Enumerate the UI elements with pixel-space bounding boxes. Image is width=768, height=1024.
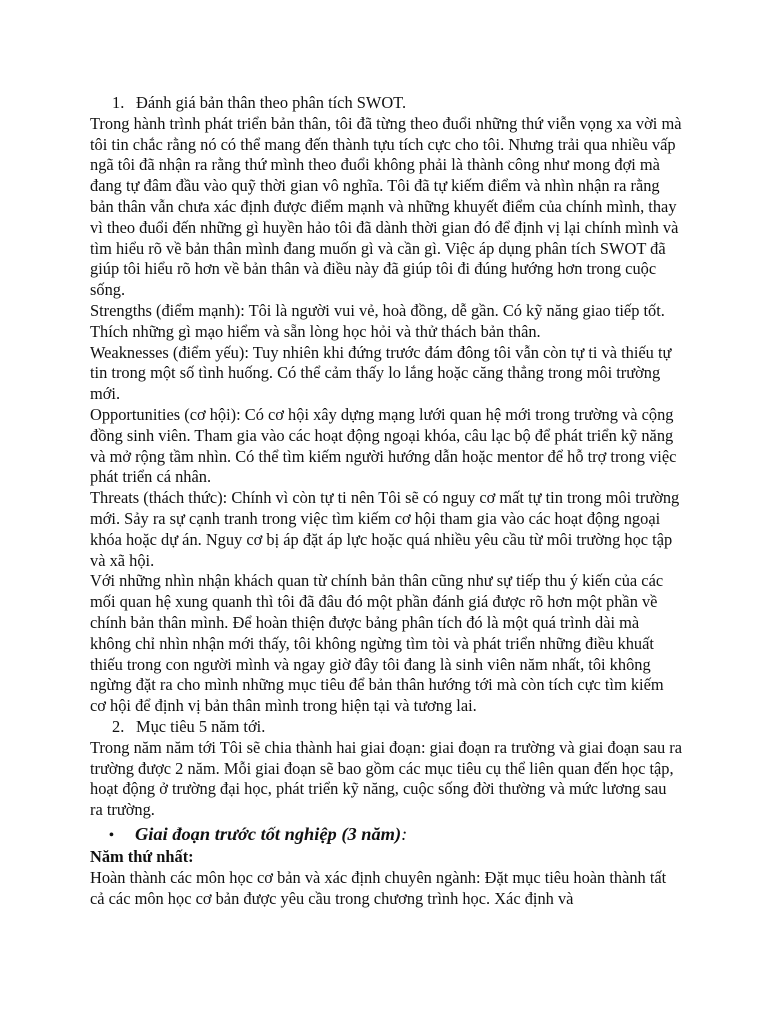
intro-paragraph: Trong hành trình phát triển bản thân, tôi đã từng theo đuổi những thứ viễn vọng xa vời mà tôi tin chắc rằng nó có thể mang đến thành tựu tích cực cho tôi. Nhưng trải qua nhiều vấp ngã tôi đã nhận ra rằng thứ mình theo đuổi không phải là thành công như mong đợi mà đang tự đâm đầu vào quỹ thời gian vô nghĩa. Tôi đã tự kiếm điểm và nhìn nhận ra rằng bản thân vẫn chưa xác định được điểm mạnh và những khuyết điểm của chính mình, thay vì theo đuổi đến những gì huyền hảo tôi đã dành thời gian đó để định vị lại chính mình và tìm hiểu rõ về bản thân mình đang muốn gì và cần gì. Việc áp dụng phân tích SWOT đã giúp tôi hiểu rõ hơn về bản thân và điều này đã giúp tôi đi đúng hướng hơn trong cuộc sống. [90,113,682,300]
list-number: 1. [112,93,125,112]
section-title: Mục tiêu 5 năm tới. [136,716,266,736]
phase-heading [90,823,682,847]
year-heading: Năm thứ nhất: [90,847,194,867]
section-heading-goals [90,717,682,738]
document-page [90,93,682,910]
plan-intro-paragraph: Trong năm năm tới Tôi sẽ chia thành hai giai đoạn: giai đoạn ra trường và giai đoạn sau ra trường được 2 năm. Mỗi giai đoạn sẽ bao gồm các mục tiêu cụ thể liên quan đến học tập, hoạt động ở trường đại học, phát triển kỹ năng, cuộc sống đời thường và mức lương sau ra trường. [90,737,683,820]
phase-colon: : [401,823,408,844]
phase-title: Giai đoạn trước tốt nghiệp (3 năm) [135,823,402,844]
conclusion-paragraph: Với những nhìn nhận khách quan từ chính bản thân cũng như sự tiếp thu ý kiến của các mối quan hệ xung quanh thì tôi đã đâu đó một phần đánh giá được rõ hơn một phần về chính bản thân mình. Để hoàn thiện được bảng phân tích đó là một quá trình dài mà không chỉ nhìn nhận mới thấy, tôi không ngừng tìm tòi và phát triển những điều khuất thiếu trong con người mình và ngay giờ đây tôi đang là sinh viên năm nhất, tôi không ngừng đặt ra cho mình những mục tiêu để bản thân hướng tới mà còn tích cực tìm kiếm cơ hội để định vị bản thân mình trong hiện tại và tương lai. [90,571,664,716]
weaknesses-paragraph: Weaknesses (điểm yếu): Tuy nhiên khi đứng trước đám đông tôi vẫn còn tự ti và thiếu tự tin trong một số tình huống. Có thể cảm thấy lo lắng hoặc căng thẳng trong môi trường mới. [90,342,672,404]
threats-paragraph: Threats (thách thức): Chính vì còn tự ti nên Tôi sẽ có nguy cơ mất tự tin trong môi trường mới. Sảy ra sự cạnh tranh trong việc tìm kiếm cơ hội tham gia vào các hoạt động ngoại khóa hoặc dự án. Nguy cơ bị áp đặt áp lực hoặc quá nhiều yêu cầu từ môi trường học tập và xã hội. [90,488,680,570]
bullet-icon: • [109,827,114,843]
opportunities-paragraph: Opportunities (cơ hội): Có cơ hội xây dựng mạng lưới quan hệ mới trong trường và cộng đồng sinh viên. Tham gia vào các hoạt động ngoại khóa, câu lạc bộ để phát triển kỹ năng và mở rộng tầm nhìn. Có thể tìm kiếm người hướng dẫn hoặc mentor để hỗ trợ trong việc phát triển cá nhân. [90,404,677,487]
strengths-paragraph: Strengths (điểm mạnh): Tôi là người vui vẻ, hoà đồng, dễ gần. Có kỹ năng giao tiếp tốt. Thích những gì mạo hiểm và sẵn lòng học hỏi và thử thách bản thân. [90,300,665,341]
year-paragraph: Hoàn thành các môn học cơ bản và xác định chuyên ngành: Đặt mục tiêu hoàn thành tất cả các môn học cơ bản được yêu cầu trong chương trình học. Xác định và [90,868,667,908]
list-number: 2. [112,716,125,736]
section-heading-swot [90,93,682,114]
section-title: Đánh giá bản thân theo phân tích SWOT. [136,93,407,112]
